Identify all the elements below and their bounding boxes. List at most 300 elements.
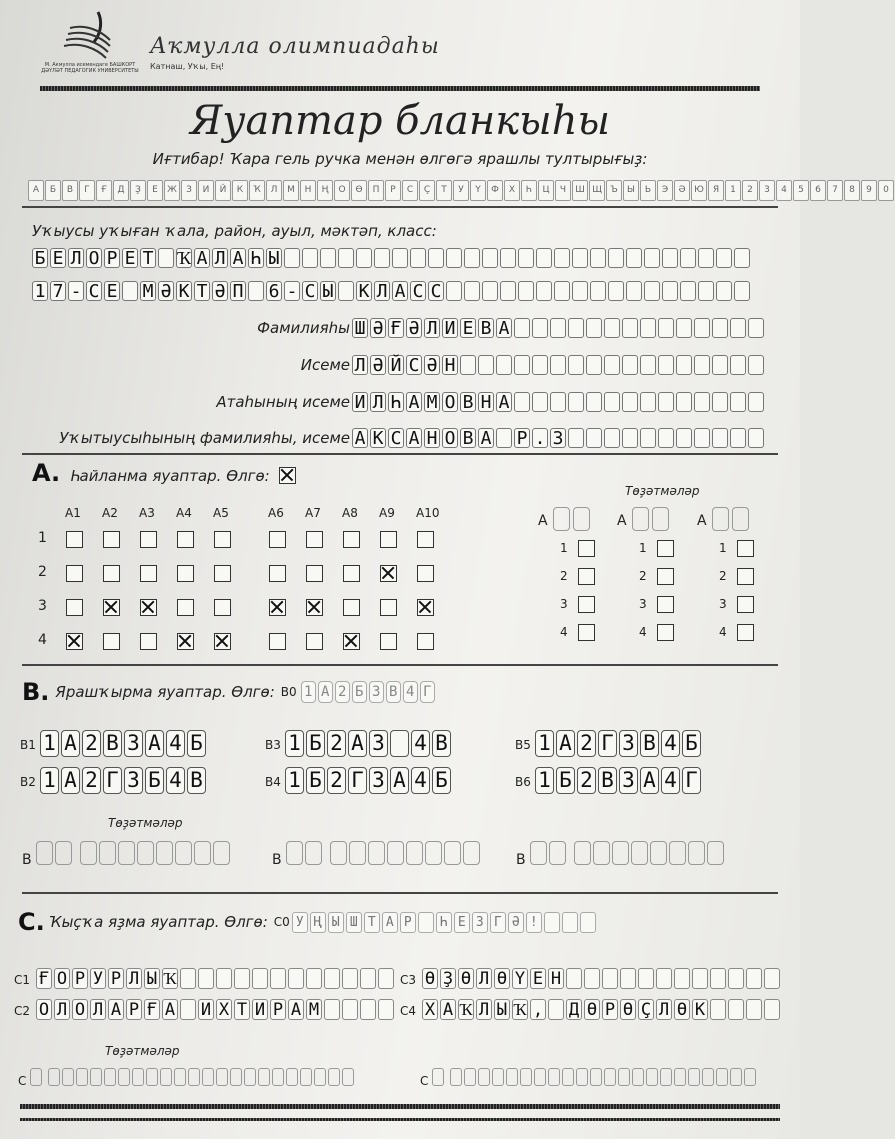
short-answer-cell[interactable]	[674, 968, 690, 989]
correction-cell[interactable]	[62, 1068, 74, 1086]
letter-cell[interactable]: И	[352, 392, 368, 412]
letter-cell[interactable]	[302, 248, 318, 268]
short-answer-cell[interactable]	[764, 968, 780, 989]
short-answer-cell[interactable]: А	[108, 999, 124, 1020]
matching-cell[interactable]: А	[390, 767, 409, 794]
letter-cell[interactable]	[482, 248, 498, 268]
letter-cell[interactable]: Б	[32, 248, 48, 268]
short-answer-cell[interactable]	[378, 968, 394, 989]
correction-cell[interactable]	[674, 1068, 686, 1086]
short-answer-cell[interactable]	[602, 968, 618, 989]
letter-cell[interactable]	[122, 281, 138, 301]
matching-cell[interactable]: 3	[619, 730, 638, 757]
letter-cell[interactable]: Ә	[424, 355, 440, 375]
correction-cell[interactable]	[520, 1068, 532, 1086]
answer-checkbox[interactable]	[380, 633, 397, 650]
matching-cell[interactable]: 4	[411, 730, 430, 757]
letter-cell[interactable]	[356, 248, 372, 268]
matching-cell[interactable]: 1	[285, 730, 304, 757]
letter-cell[interactable]	[586, 428, 602, 448]
short-answer-cell[interactable]: Л	[656, 999, 672, 1020]
correction-cell[interactable]	[213, 841, 230, 865]
letter-cell[interactable]	[410, 248, 426, 268]
letter-cell[interactable]: 1	[32, 281, 48, 301]
short-answer-cell[interactable]	[342, 968, 358, 989]
matching-cell[interactable]: В	[103, 730, 122, 757]
correction-checkbox[interactable]	[578, 568, 595, 585]
letter-cell[interactable]	[730, 318, 746, 338]
letter-cell[interactable]	[536, 281, 552, 301]
short-answer-cell[interactable]	[180, 999, 196, 1020]
letter-cell[interactable]: Ы	[266, 248, 282, 268]
correction-cell[interactable]	[160, 1068, 172, 1086]
correction-checkbox[interactable]	[737, 540, 754, 557]
letter-cell[interactable]	[550, 355, 566, 375]
letter-cell[interactable]	[568, 355, 584, 375]
answer-checkbox[interactable]	[140, 633, 157, 650]
answer-checkbox[interactable]	[103, 633, 120, 650]
correction-cell[interactable]	[80, 841, 97, 865]
correction-cell[interactable]	[464, 1068, 476, 1086]
letter-cell[interactable]	[644, 281, 660, 301]
short-answer-cell[interactable]: Ғ	[144, 999, 160, 1020]
correction-cell[interactable]	[48, 1068, 60, 1086]
letter-cell[interactable]: А	[478, 428, 494, 448]
short-answer-cell[interactable]: Р	[126, 999, 142, 1020]
letter-cell[interactable]	[734, 248, 750, 268]
letter-cell[interactable]: Е	[50, 248, 66, 268]
matching-cell[interactable]: Г	[103, 767, 122, 794]
short-answer-cell[interactable]: Р	[72, 968, 88, 989]
letter-cell[interactable]: В	[460, 392, 476, 412]
letter-cell[interactable]: С	[302, 281, 318, 301]
correction-cell[interactable]	[730, 1068, 742, 1086]
letter-cell[interactable]	[748, 355, 764, 375]
letter-cell[interactable]	[716, 281, 732, 301]
letter-cell[interactable]: Е	[122, 248, 138, 268]
matching-cell[interactable]: 1	[535, 767, 554, 794]
matching-cell[interactable]: 3	[369, 730, 388, 757]
letter-cell[interactable]: Р	[104, 248, 120, 268]
letter-cell[interactable]	[590, 248, 606, 268]
letter-cell[interactable]: Й	[388, 355, 404, 375]
letter-cell[interactable]	[694, 428, 710, 448]
letter-cell[interactable]	[716, 248, 732, 268]
name-field[interactable]	[352, 355, 766, 375]
short-answer-cell[interactable]: Р	[108, 968, 124, 989]
letter-cell[interactable]: Ә	[406, 318, 422, 338]
matching-cell[interactable]: А	[61, 767, 80, 794]
letter-cell[interactable]	[496, 355, 512, 375]
letter-cell[interactable]: Ы	[320, 281, 336, 301]
letter-cell[interactable]	[730, 355, 746, 375]
correction-cell[interactable]	[30, 1068, 42, 1086]
letter-cell[interactable]: К	[356, 281, 372, 301]
letter-cell[interactable]	[694, 392, 710, 412]
short-answer-cell[interactable]	[360, 968, 376, 989]
answer-checkbox[interactable]	[214, 565, 231, 582]
matching-cell[interactable]: 2	[327, 767, 346, 794]
letter-cell[interactable]	[680, 248, 696, 268]
correction-cell[interactable]	[104, 1068, 116, 1086]
letter-cell[interactable]	[460, 355, 476, 375]
letter-cell[interactable]	[532, 355, 548, 375]
correction-cell[interactable]	[387, 841, 404, 865]
letter-cell[interactable]	[590, 281, 606, 301]
correction-cell[interactable]	[146, 1068, 158, 1086]
matching-cell[interactable]: 3	[369, 767, 388, 794]
letter-cell[interactable]: А	[496, 392, 512, 412]
short-answer-cell[interactable]: Х	[216, 999, 232, 1020]
letter-cell[interactable]: Р	[514, 428, 530, 448]
letter-cell[interactable]: А	[496, 318, 512, 338]
correction-cell[interactable]	[562, 1068, 574, 1086]
patronymic-field[interactable]	[352, 392, 766, 412]
letter-cell[interactable]	[550, 392, 566, 412]
letter-cell[interactable]	[748, 318, 764, 338]
letter-cell[interactable]	[730, 392, 746, 412]
correction-cell[interactable]	[314, 1068, 326, 1086]
letter-cell[interactable]	[622, 355, 638, 375]
letter-cell[interactable]: Н	[478, 392, 494, 412]
correction-cell[interactable]	[286, 841, 303, 865]
correction-cell[interactable]	[425, 841, 442, 865]
correction-cell[interactable]	[604, 1068, 616, 1086]
letter-cell[interactable]	[680, 281, 696, 301]
answer-checkbox[interactable]	[380, 599, 397, 616]
letter-cell[interactable]	[496, 428, 512, 448]
letter-cell[interactable]	[482, 281, 498, 301]
correction-checkbox[interactable]	[578, 596, 595, 613]
answer-checkbox-checked[interactable]	[306, 599, 323, 616]
letter-cell[interactable]	[644, 248, 660, 268]
letter-cell[interactable]: О	[86, 248, 102, 268]
short-answer-cell[interactable]: Ҙ	[440, 968, 456, 989]
short-answer-cell[interactable]: Ө	[422, 968, 438, 989]
short-answer-cell[interactable]	[270, 968, 286, 989]
short-answer-cell[interactable]	[638, 968, 654, 989]
letter-cell[interactable]	[446, 281, 462, 301]
letter-cell[interactable]	[622, 428, 638, 448]
correction-cell[interactable]	[118, 1068, 130, 1086]
answer-checkbox[interactable]	[417, 633, 434, 650]
answer-checkbox[interactable]	[177, 599, 194, 616]
correction-checkbox[interactable]	[737, 596, 754, 613]
matching-cell[interactable]: 1	[535, 730, 554, 757]
letter-cell[interactable]	[586, 355, 602, 375]
letter-cell[interactable]: -	[284, 281, 300, 301]
matching-cell[interactable]: 3	[124, 730, 143, 757]
answer-checkbox[interactable]	[306, 565, 323, 582]
answer-checkbox-checked[interactable]	[269, 599, 286, 616]
answer-checkbox[interactable]	[66, 565, 83, 582]
correction-checkbox[interactable]	[737, 568, 754, 585]
letter-cell[interactable]	[622, 318, 638, 338]
answer-checkbox[interactable]	[177, 565, 194, 582]
letter-cell[interactable]	[604, 318, 620, 338]
letter-cell[interactable]	[658, 428, 674, 448]
letter-cell[interactable]: П	[230, 281, 246, 301]
correction-cell[interactable]	[342, 1068, 354, 1086]
letter-cell[interactable]	[626, 248, 642, 268]
letter-cell[interactable]	[676, 355, 692, 375]
letter-cell[interactable]	[478, 355, 494, 375]
letter-cell[interactable]	[500, 281, 516, 301]
answer-checkbox-checked[interactable]	[380, 565, 397, 582]
answer-checkbox[interactable]	[140, 531, 157, 548]
correction-cell[interactable]	[174, 1068, 186, 1086]
matching-cell[interactable]: 1	[285, 767, 304, 794]
correction-cell[interactable]	[328, 1068, 340, 1086]
answer-checkbox[interactable]	[140, 565, 157, 582]
matching-cell[interactable]: А	[556, 730, 575, 757]
school-line-2[interactable]	[32, 281, 752, 301]
correction-cell[interactable]	[574, 841, 591, 865]
correction-cell[interactable]	[330, 841, 347, 865]
correction-cell[interactable]	[618, 1068, 630, 1086]
correction-cell[interactable]	[244, 1068, 256, 1086]
letter-cell[interactable]: М	[424, 392, 440, 412]
teacher-field[interactable]	[352, 428, 766, 448]
matching-cell[interactable]: 2	[82, 767, 101, 794]
short-answer-cell[interactable]	[746, 999, 762, 1020]
answer-checkbox[interactable]	[417, 531, 434, 548]
letter-cell[interactable]: Л	[68, 248, 84, 268]
matching-cell[interactable]: 4	[411, 767, 430, 794]
correction-cell[interactable]	[593, 841, 610, 865]
letter-cell[interactable]	[640, 392, 656, 412]
letter-cell[interactable]: Һ	[388, 392, 404, 412]
short-answer-cell[interactable]: А	[162, 999, 178, 1020]
correction-cell[interactable]	[450, 1068, 462, 1086]
short-answer-cell[interactable]	[620, 968, 636, 989]
correction-number-cell[interactable]	[573, 507, 590, 531]
matching-cell[interactable]	[390, 730, 409, 757]
correction-cell[interactable]	[463, 841, 480, 865]
letter-cell[interactable]	[712, 428, 728, 448]
letter-cell[interactable]: С	[410, 281, 426, 301]
letter-cell[interactable]	[694, 318, 710, 338]
school-line-1[interactable]	[32, 248, 752, 268]
matching-cell[interactable]: Г	[682, 767, 701, 794]
letter-cell[interactable]	[572, 281, 588, 301]
answer-checkbox[interactable]	[269, 531, 286, 548]
correction-checkbox[interactable]	[657, 596, 674, 613]
short-answer-cell[interactable]: Ө	[620, 999, 636, 1020]
letter-cell[interactable]	[514, 355, 530, 375]
short-answer-cell[interactable]	[566, 968, 582, 989]
correction-cell[interactable]	[156, 841, 173, 865]
letter-cell[interactable]	[550, 318, 566, 338]
correction-cell[interactable]	[716, 1068, 728, 1086]
letter-cell[interactable]: .	[532, 428, 548, 448]
matching-cell[interactable]: А	[348, 730, 367, 757]
short-answer-cell[interactable]	[764, 999, 780, 1020]
letter-cell[interactable]	[338, 281, 354, 301]
answer-checkbox[interactable]	[103, 531, 120, 548]
correction-cell[interactable]	[702, 1068, 714, 1086]
letter-cell[interactable]: Т	[194, 281, 210, 301]
short-answer-cell[interactable]: Т	[234, 999, 250, 1020]
short-answer-cell[interactable]	[584, 968, 600, 989]
letter-cell[interactable]: Л	[352, 355, 368, 375]
letter-cell[interactable]	[572, 248, 588, 268]
letter-cell[interactable]: Ә	[370, 318, 386, 338]
letter-cell[interactable]: Л	[424, 318, 440, 338]
letter-cell[interactable]	[568, 318, 584, 338]
correction-number-cell[interactable]	[632, 507, 649, 531]
letter-cell[interactable]	[676, 318, 692, 338]
short-answer-cell[interactable]	[324, 999, 340, 1020]
answer-checkbox[interactable]	[417, 565, 434, 582]
answer-checkbox[interactable]	[343, 599, 360, 616]
correction-cell[interactable]	[216, 1068, 228, 1086]
correction-cell[interactable]	[669, 841, 686, 865]
answer-checkbox[interactable]	[306, 633, 323, 650]
correction-cell[interactable]	[76, 1068, 88, 1086]
short-answer-cell[interactable]: Д	[566, 999, 582, 1020]
answer-checkbox[interactable]	[214, 531, 231, 548]
letter-cell[interactable]	[622, 392, 638, 412]
letter-cell[interactable]: Һ	[248, 248, 264, 268]
letter-cell[interactable]	[428, 248, 444, 268]
correction-checkbox[interactable]	[578, 624, 595, 641]
short-answer-cell[interactable]: Ө	[458, 968, 474, 989]
short-answer-cell[interactable]	[548, 999, 564, 1020]
short-answer-cell[interactable]: Ү	[512, 968, 528, 989]
short-answer-cell[interactable]	[728, 968, 744, 989]
correction-cell[interactable]	[530, 841, 547, 865]
matching-cell[interactable]: В	[432, 730, 451, 757]
answer-checkbox[interactable]	[269, 633, 286, 650]
correction-cell[interactable]	[194, 841, 211, 865]
letter-cell[interactable]: С	[388, 428, 404, 448]
matching-cell[interactable]: 3	[124, 767, 143, 794]
correction-checkbox[interactable]	[657, 624, 674, 641]
letter-cell[interactable]	[662, 248, 678, 268]
correction-number-cell[interactable]	[652, 507, 669, 531]
short-answer-cell[interactable]	[710, 999, 726, 1020]
short-answer-cell[interactable]: О	[36, 999, 52, 1020]
correction-cell[interactable]	[646, 1068, 658, 1086]
letter-cell[interactable]: А	[194, 248, 210, 268]
letter-cell[interactable]: 7	[50, 281, 66, 301]
letter-cell[interactable]	[640, 318, 656, 338]
letter-cell[interactable]	[604, 392, 620, 412]
matching-cell[interactable]: 3	[619, 767, 638, 794]
short-answer-cell[interactable]: Л	[476, 968, 492, 989]
letter-cell[interactable]: Е	[460, 318, 476, 338]
short-answer-cell[interactable]: Ө	[674, 999, 690, 1020]
matching-cell[interactable]: Б	[432, 767, 451, 794]
letter-cell[interactable]	[586, 318, 602, 338]
correction-cell[interactable]	[688, 1068, 700, 1086]
matching-cell[interactable]: В	[598, 767, 617, 794]
short-answer-cell[interactable]: М	[306, 999, 322, 1020]
correction-cell[interactable]	[132, 1068, 144, 1086]
letter-cell[interactable]: И	[442, 318, 458, 338]
letter-cell[interactable]: М	[140, 281, 156, 301]
matching-cell[interactable]: А	[640, 767, 659, 794]
matching-cell[interactable]: В	[640, 730, 659, 757]
short-answer-cell[interactable]	[728, 999, 744, 1020]
short-answer-cell[interactable]: Л	[476, 999, 492, 1020]
correction-cell[interactable]	[349, 841, 366, 865]
letter-cell[interactable]	[698, 281, 714, 301]
correction-cell[interactable]	[744, 1068, 756, 1086]
correction-checkbox[interactable]	[657, 568, 674, 585]
correction-cell[interactable]	[55, 841, 72, 865]
short-answer-cell[interactable]	[342, 999, 358, 1020]
short-answer-cell[interactable]: Н	[548, 968, 564, 989]
letter-cell[interactable]	[640, 428, 656, 448]
correction-cell[interactable]	[688, 841, 705, 865]
letter-cell[interactable]: Л	[212, 248, 228, 268]
matching-cell[interactable]: 1	[40, 730, 59, 757]
short-answer-cell[interactable]	[288, 968, 304, 989]
letter-cell[interactable]	[536, 248, 552, 268]
letter-cell[interactable]: Л	[370, 392, 386, 412]
matching-cell[interactable]: 2	[327, 730, 346, 757]
letter-cell[interactable]	[568, 428, 584, 448]
correction-cell[interactable]	[188, 1068, 200, 1086]
matching-cell[interactable]: Б	[187, 730, 206, 757]
letter-cell[interactable]	[446, 248, 462, 268]
letter-cell[interactable]: З	[550, 428, 566, 448]
letter-cell[interactable]: -	[68, 281, 84, 301]
answer-checkbox[interactable]	[380, 531, 397, 548]
correction-cell[interactable]	[549, 841, 566, 865]
matching-cell[interactable]: Б	[306, 730, 325, 757]
letter-cell[interactable]: Ә	[158, 281, 174, 301]
correction-cell[interactable]	[432, 1068, 444, 1086]
short-answer-cell[interactable]: Ө	[494, 968, 510, 989]
correction-cell[interactable]	[444, 841, 461, 865]
answer-checkbox-checked[interactable]	[66, 633, 83, 650]
short-answer-cell[interactable]: А	[288, 999, 304, 1020]
letter-cell[interactable]	[662, 281, 678, 301]
short-answer-cell[interactable]	[234, 968, 250, 989]
letter-cell[interactable]: К	[370, 428, 386, 448]
matching-cell[interactable]: Б	[556, 767, 575, 794]
letter-cell[interactable]	[320, 248, 336, 268]
answer-checkbox[interactable]	[343, 565, 360, 582]
correction-checkbox[interactable]	[657, 540, 674, 557]
letter-cell[interactable]	[248, 281, 264, 301]
letter-cell[interactable]	[374, 248, 390, 268]
matching-cell[interactable]: Б	[145, 767, 164, 794]
letter-cell[interactable]: К	[176, 281, 192, 301]
letter-cell[interactable]	[640, 355, 656, 375]
answer-checkbox-checked[interactable]	[177, 633, 194, 650]
short-answer-cell[interactable]	[216, 968, 232, 989]
short-answer-cell[interactable]	[656, 968, 672, 989]
letter-cell[interactable]: Т	[140, 248, 156, 268]
letter-cell[interactable]	[532, 392, 548, 412]
short-answer-cell[interactable]: О	[72, 999, 88, 1020]
matching-cell[interactable]: В	[187, 767, 206, 794]
correction-number-cell[interactable]	[732, 507, 749, 531]
answer-checkbox[interactable]	[177, 531, 194, 548]
letter-cell[interactable]: Ғ	[388, 318, 404, 338]
letter-cell[interactable]: О	[442, 428, 458, 448]
correction-cell[interactable]	[175, 841, 192, 865]
short-answer-cell[interactable]	[710, 968, 726, 989]
correction-cell[interactable]	[36, 841, 53, 865]
matching-cell[interactable]: Б	[306, 767, 325, 794]
answer-checkbox[interactable]	[66, 531, 83, 548]
correction-cell[interactable]	[506, 1068, 518, 1086]
